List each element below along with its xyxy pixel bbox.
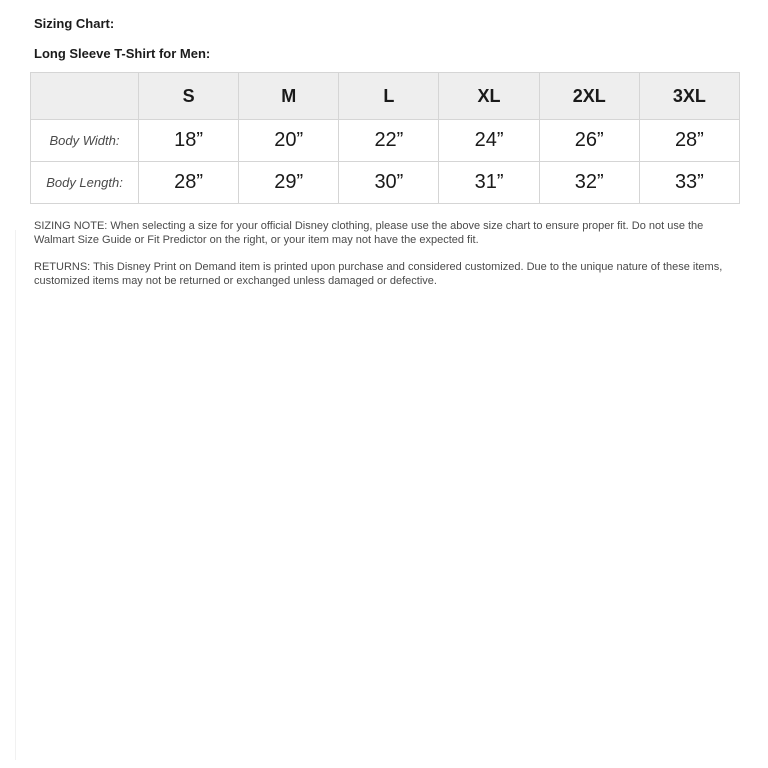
table-cell: 28” (139, 162, 239, 204)
table-cell: 18” (139, 120, 239, 162)
size-table (30, 72, 740, 204)
row-label-body-length: Body Length: (31, 162, 139, 204)
size-header-l: L (339, 73, 439, 120)
page-title: Sizing Chart: (34, 16, 115, 31)
table-cell: 33” (639, 162, 739, 204)
returns-note: RETURNS: This Disney Print on Demand item is printed upon purchase and considered customized. Due to the unique nature of these items, customized items may not be returned or exchanged unless damaged or defective. (34, 261, 723, 287)
size-header-xl: XL (439, 73, 539, 120)
table-corner-cell (31, 73, 139, 120)
table-cell: 20” (239, 120, 339, 162)
page-subtitle: Long Sleeve T-Shirt for Men: (34, 46, 211, 61)
table-row (31, 120, 740, 162)
table-cell: 28” (639, 120, 739, 162)
table-cell: 32” (539, 162, 639, 204)
table-row (31, 162, 740, 204)
row-label-body-width: Body Width: (31, 120, 139, 162)
table-cell: 26” (539, 120, 639, 162)
table-cell: 29” (239, 162, 339, 204)
size-header-m: M (239, 73, 339, 120)
size-header-2xl: 2XL (539, 73, 639, 120)
sizing-note: SIZING NOTE: When selecting a size for your official Disney clothing, please use the above size chart to ensure proper fit. Do not use the Walmart Size Guide or Fit Predictor on the right, or your item may not have the expected fit. (34, 220, 704, 246)
table-cell: 24” (439, 120, 539, 162)
table-header-row (31, 73, 740, 120)
table-cell: 31” (439, 162, 539, 204)
table-cell: 22” (339, 120, 439, 162)
size-header-3xl: 3XL (639, 73, 739, 120)
divider (15, 230, 16, 760)
table-cell: 30” (339, 162, 439, 204)
size-header-s: S (139, 73, 239, 120)
